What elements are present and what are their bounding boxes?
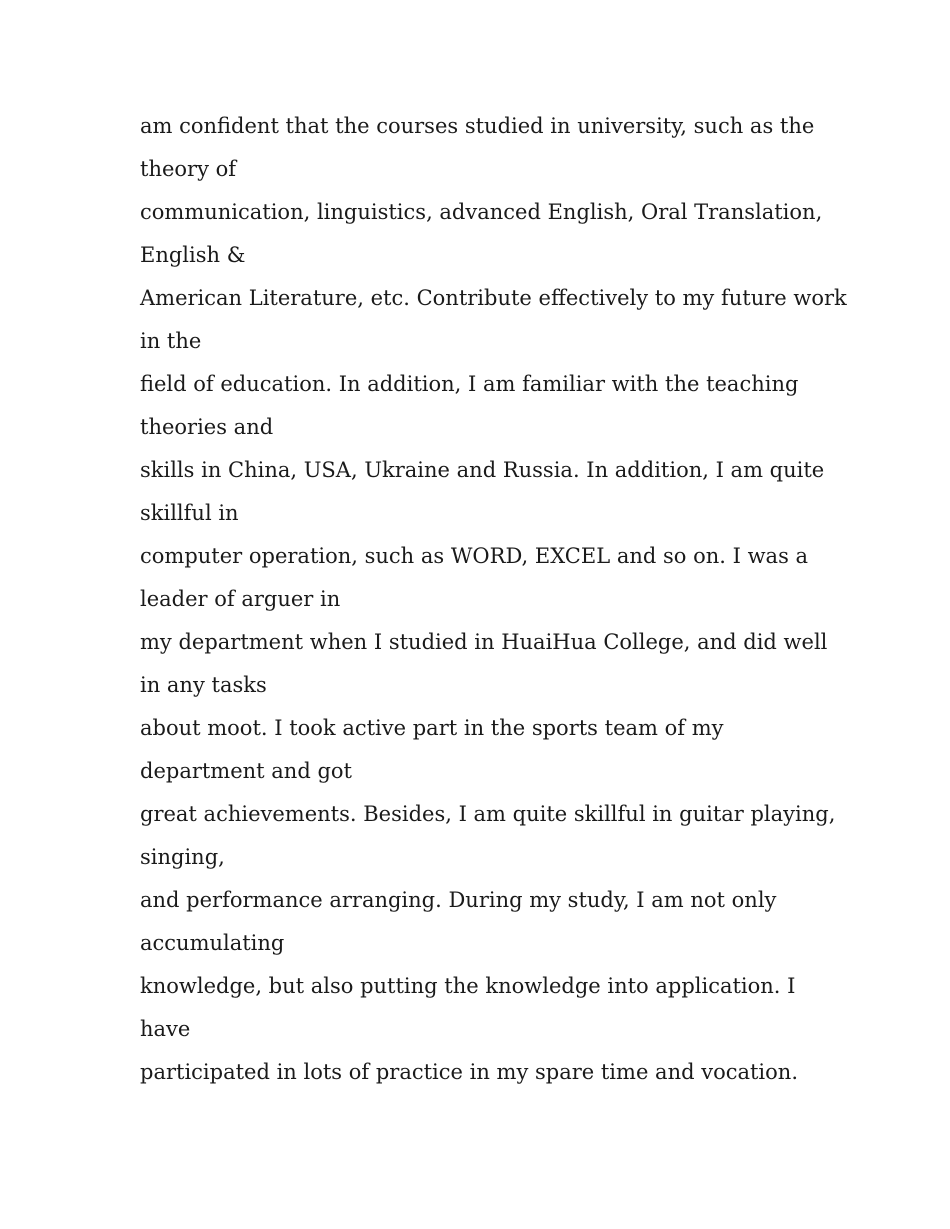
text-line: American Literature, etc. Contribute effectively to my future work	[140, 286, 847, 310]
text-line: computer operation, such as WORD, EXCEL and so on. I was a	[140, 544, 809, 568]
text-line: skills in China, USA, Ukraine and Russia. In addition, I am quite	[140, 458, 825, 482]
text-line: leader of arguer in	[140, 587, 341, 611]
text-line: skillful in	[140, 501, 239, 525]
text-line: communication, linguistics, advanced English, Oral Translation,	[140, 200, 823, 224]
text-line: field of education. In addition, I am familiar with the teaching	[140, 372, 799, 396]
text-line: in the	[140, 329, 202, 353]
text-line: theories and	[140, 415, 274, 439]
text-line: and performance arranging. During my study, I am not only	[140, 888, 777, 912]
body-text	[140, 105, 847, 1094]
text-line: have	[140, 1017, 191, 1041]
text-line: theory of	[140, 157, 237, 181]
text-line: in any tasks	[140, 673, 267, 697]
text-line: accumulating	[140, 931, 285, 955]
text-line: knowledge, but also putting the knowledge into application. I	[140, 974, 796, 998]
text-line: my department when I studied in HuaiHua College, and did well	[140, 630, 828, 654]
text-line: singing,	[140, 845, 225, 869]
text-line: am confident that the courses studied in university, such as the	[140, 114, 815, 138]
text-line: department and got	[140, 759, 352, 783]
text-line: about moot. I took active part in the sports team of my	[140, 716, 724, 740]
text-line: English &	[140, 243, 246, 267]
text-line: participated in lots of practice in my spare time and vocation.	[140, 1060, 798, 1084]
text-line: great achievements. Besides, I am quite skillful in guitar playing,	[140, 802, 836, 826]
